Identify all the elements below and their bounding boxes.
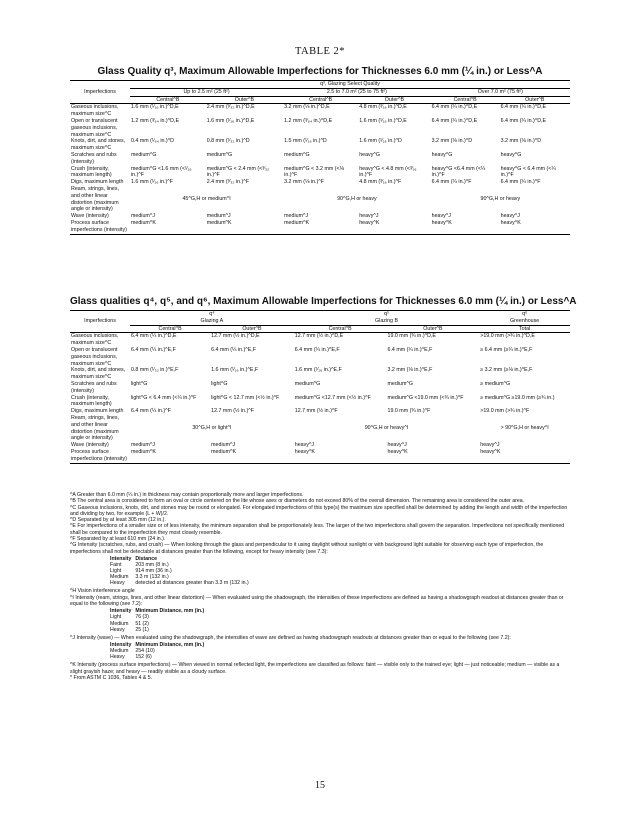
- table-cell: 6.4 mm (¼ in.)^F: [431, 179, 472, 186]
- table-cell: medium^G <19.0 mm (<¾ in.)^F: [387, 394, 464, 401]
- table-cell: medium^J: [131, 442, 155, 449]
- ream-intensity-table: [110, 608, 208, 632]
- imperfection-name: Process surface imperfections (intensity): [71, 448, 127, 462]
- imperfection-name: Open or translucent gaseous inclusions, maximum size^C: [71, 346, 118, 367]
- imperfection-name: Open or translucent gaseous inclusions, maximum size^C: [71, 117, 118, 138]
- table-cell: medium^G: [206, 151, 233, 158]
- table1-central: Central^B: [453, 96, 477, 103]
- table-cell: 90^G,H or heavy: [337, 196, 377, 203]
- table1-outer: Outer^B: [525, 96, 545, 103]
- table-cell: heavy^G < 6.4 mm (<¼ in.)^F: [500, 165, 556, 179]
- table-cell: 6.4 mm (¼ in.)^E,F: [131, 346, 176, 353]
- table2-body: [70, 333, 570, 463]
- table2-central: Central^B: [158, 325, 182, 332]
- table-row: [70, 138, 570, 152]
- min-distance-header: Minimum Distance, mm (in.): [135, 608, 205, 615]
- table-cell: ≥ 6.4 mm (≥¼ in.)^E,F: [480, 346, 533, 353]
- intensity-header: Intensity: [110, 608, 132, 615]
- distance-cell: 254 (10): [135, 648, 155, 655]
- table-cell: heavy^G: [359, 151, 380, 158]
- table-cell: light^G < 6.4 mm (<¼ in.)^F: [131, 394, 197, 401]
- table-cell: 1.6 mm (¹⁄₁₆ in.)^E,F: [211, 367, 259, 374]
- table-cell: ≥ 3.2 mm (≥⅛ in.)^E,F: [480, 367, 533, 374]
- table-cell: 0.4 mm (¹⁄₆₄ in.)^D: [131, 138, 174, 145]
- imperfection-name: Scratches and rubs (intensity): [71, 151, 117, 165]
- table2-q4: q⁴: [209, 311, 215, 317]
- table-cell: heavy^K: [294, 448, 315, 455]
- table-label: TABLE 2*: [294, 46, 346, 57]
- intensity-cell: Heavy: [110, 626, 125, 633]
- table-row: [70, 104, 570, 118]
- distance-header: Distance: [135, 555, 157, 562]
- footnote-c: ^C Gaseous inclusions, knots, dirt, and stones may be round or elongated. For elongated imperfections of this type(s) the maximum size specified shall be determined by adding the length and width of the imperfection and dividing by two, for example (L + W)/2.: [70, 504, 568, 517]
- table-cell: 6.4 mm (¼ in.)^D,E: [431, 117, 478, 124]
- table-row: [70, 367, 570, 381]
- imperfection-name: Digs, maximum length: [71, 179, 124, 186]
- footnotes: [70, 492, 570, 681]
- intensity-cell: Faint: [110, 562, 122, 569]
- table-cell: 12.7 mm (½ in.)^D,E: [211, 333, 260, 340]
- footnote-b: ^B The central area is considered to form an oval or circle centered on the lite whose axes or diameters do not exceed 80% of the overall dimension. The remaining area is considered the outer area.: [70, 498, 525, 505]
- table-cell: 1.6 mm (¹⁄₁₆ in.)^D,E: [131, 104, 179, 111]
- imperfection-name: Process surface imperfections (intensity): [71, 219, 127, 233]
- table-cell: 90^G,H or heavy: [480, 196, 521, 203]
- table-cell: 6.4 mm (¼ in.)^D,E: [131, 333, 177, 340]
- table-cell: medium^G: [387, 380, 413, 387]
- table-cell: 6.4 mm (¼ in.)^F: [131, 408, 171, 415]
- table-cell: 12.7 mm (½ in.)^F: [211, 408, 254, 415]
- table1-title: Glass Quality q³, Maximum Allowable Imperfections for Thicknesses 6.0 mm (¼ in.) or Less^A: [97, 66, 543, 77]
- table-row: [70, 442, 570, 449]
- table2-glazing-b: Glazing B: [294, 318, 480, 325]
- distance-cell: 3.3 m (132 in.): [135, 574, 169, 581]
- table-cell: 2.4 mm (³⁄₃₂ in.)^D,E: [206, 104, 255, 111]
- table1-size1: Up to 2.5 m² (25 ft²): [130, 88, 283, 96]
- table-cell: heavy^G: [431, 151, 453, 158]
- intensity-cell: Medium: [110, 574, 129, 581]
- imperfection-name: Crush (intensity, maximum length): [71, 165, 112, 179]
- table-cell: >19.0 mm (>¾ in.)^D,E: [480, 333, 535, 340]
- table-cell: 6.4 mm (¼ in.)^D,E: [500, 117, 547, 124]
- table-cell: 4.8 mm (³⁄₁₆ in.)^F: [359, 179, 402, 186]
- table-cell: 1.2 mm (³⁄₆₄ in.)^D,E: [131, 117, 179, 124]
- page-number: 15: [315, 780, 325, 791]
- table-row: [70, 213, 570, 220]
- table-cell: 2.4 mm (³⁄₃₂ in.)^F: [206, 179, 250, 186]
- table-cell: 4.8 mm (³⁄₁₆ in.)^D,E: [359, 104, 407, 111]
- table-cell: 1.6 mm (¹⁄₁₆ in.)^D: [359, 138, 402, 145]
- table-cell: 19.0 mm (¾ in.)^F: [387, 408, 431, 415]
- table-cell: 6.4 mm (¼ in.)^F: [500, 179, 541, 186]
- imperfection-name: Crush (intensity, maximum length): [71, 394, 112, 408]
- table-cell: medium^J: [211, 442, 236, 449]
- intensity-header: Intensity: [110, 642, 132, 648]
- table-cell: 1.6 mm (¹⁄₁₆ in.)^E,F: [294, 367, 342, 374]
- imperfection-name: Ream, strings, lines, and other linear distortion (maximum angle or intensity): [71, 185, 119, 213]
- table-cell: 6.4 mm (¼ in.)^D,E: [500, 104, 547, 111]
- table2-col-imperfections: Imperfections: [84, 318, 116, 325]
- table-row: [70, 408, 570, 415]
- table-cell: ≥ medium^G: [480, 380, 511, 387]
- table-cell: 1.6 mm (¹⁄₁₆ in.)^D,E: [359, 117, 407, 124]
- table-cell: medium^G < 2.4 mm (<³⁄₃₂ in.)^F: [206, 165, 270, 179]
- table-cell: medium^G <1.6 mm (<¹⁄₁₆ in.)^F: [131, 165, 192, 179]
- table-cell: 1.6 mm (¹⁄₁₆ in.)^F: [131, 179, 174, 186]
- table2-q5: q⁵: [383, 311, 390, 317]
- table2-glazing-a: Glazing A: [130, 318, 294, 325]
- table2-title: Glass qualities q⁴, q⁵, and q⁶, Maximum Allowable Imperfections for Thicknesses 6.0 mm (¼ in.) or Less^A: [70, 296, 577, 307]
- table-row: [70, 415, 570, 442]
- imperfection-name: Scratches and rubs (intensity): [71, 380, 117, 394]
- table-cell: 1.2 mm (³⁄₆₄ in.)^D,E: [284, 117, 333, 124]
- table2-greenhouse: Greenhouse: [479, 318, 570, 325]
- table-cell: 3.2 mm (⅛ in.)^D,E: [284, 104, 330, 111]
- table-cell: medium^K: [131, 219, 156, 226]
- intensity-cell: Light: [110, 614, 122, 621]
- table-cell: heavy^K: [431, 219, 452, 226]
- table1-col-imperfections: Imperfections: [84, 88, 116, 95]
- table1-body: [70, 104, 570, 234]
- intensity-distance-table: [110, 556, 253, 586]
- imperfection-name: Knots, dirt, and stones, maximum size^C: [71, 138, 126, 152]
- table-cell: medium^K: [211, 448, 236, 455]
- footnote-k: ^K Intensity (process surface imperfections) — When viewed in normal reflected light, the imperfections are classified as follows: faint — visible only to the trained eye; light — just noticeable; medium — visible as a slight grayish haze; and heavy — readily visible as a cloudy surface.: [70, 662, 560, 675]
- table-cell: medium^G: [294, 380, 321, 387]
- table-row: [70, 220, 570, 234]
- table1-central: Central^B: [309, 96, 333, 103]
- table-cell: light^G < 12.7 mm (<½ in.)^F: [211, 394, 280, 401]
- table-cell: 6.4 mm (¼ in.)^E,F: [211, 346, 257, 353]
- table-row: [70, 152, 570, 166]
- table-cell: heavy^K: [359, 219, 380, 226]
- table-cell: heavy^J: [294, 442, 315, 449]
- table-cell: medium^J: [284, 213, 309, 220]
- table-cell: medium^G <12.7 mm (<½ in.)^F: [294, 394, 371, 401]
- table-cell: medium^J: [131, 213, 155, 220]
- table1-central: Central^B: [156, 96, 180, 103]
- imperfection-name: Wave (intensity): [71, 213, 109, 220]
- table2-central: Central^B: [328, 325, 352, 332]
- footnote-source: * From ASTM C 1036, Tables 4 & 5.: [70, 674, 153, 681]
- distance-cell: 914 mm (36 in.): [135, 568, 172, 575]
- imperfection-name: Ream, strings, lines, and other linear distortion (maximum angle or intensity): [71, 414, 119, 442]
- table-cell: 3.2 mm (⅛ in.)^F: [284, 179, 325, 186]
- distance-cell: 51 (2): [135, 620, 149, 627]
- distance-cell: 152 (6): [135, 654, 152, 661]
- table-cell: 90^G,H or heavy^I: [364, 425, 409, 432]
- table2-outer: Outer^B: [423, 325, 443, 332]
- table-row: [70, 347, 570, 367]
- table-cell: medium^J: [206, 213, 231, 220]
- imperfection-name: Knots, dirt, and stones, maximum size^C: [71, 367, 126, 381]
- distance-cell: 76 (3): [135, 614, 149, 621]
- distance-cell: 203 mm (8 in.): [135, 562, 169, 569]
- table-cell: medium^K: [206, 219, 232, 226]
- table2-total: Total: [519, 325, 531, 332]
- intensity-cell: Heavy: [110, 580, 125, 587]
- footnote-g: ^G Intensity (scratches, rubs, and crush) — When looking through the glass and perpendicular to it using daylight without sunlight or with background light suitable for observing each type of imperfection, the imperfections shall not be detectable at distances greater than the following, except for heavy intensity (see 7.3):: [70, 542, 544, 555]
- table-cell: heavy^G: [500, 151, 522, 158]
- distance-cell: detected at distances greater than 3.3 m (132 in.): [135, 580, 249, 587]
- table-row: [70, 186, 570, 213]
- table-cell: heavy^K: [500, 219, 521, 226]
- imperfection-name: Gaseous inclusions, maximum size^C: [71, 104, 119, 118]
- table-row: [70, 166, 570, 180]
- table-cell: 3.2 mm (⅛ in.)^E,F: [387, 367, 433, 374]
- table-cell: medium^G < 3.2 mm (<⅛ in.)^F: [284, 165, 345, 179]
- footnote-d: ^D Separated by at least 305 mm (12 in.).: [70, 517, 166, 524]
- footnote-e: ^E For imperfections of a smaller size or of less intensity, the minimum separation shall be proportionately less. The larger of the two imperfections shall govern the separation. Imperfections not specifically mentioned shall be compared to the imperfection they most closely resemble.: [70, 523, 565, 536]
- table1: [70, 80, 570, 235]
- table-cell: >19.0 mm (>¾ in.)^F: [480, 408, 530, 415]
- table-cell: medium^K: [284, 219, 309, 226]
- intensity-header: Intensity: [110, 555, 132, 562]
- table-row: [70, 381, 570, 395]
- table-cell: light^G: [131, 380, 148, 387]
- table-row: [70, 179, 570, 186]
- table-cell: 6.4 mm (¼ in.)^E,F: [387, 346, 433, 353]
- table-cell: 45^G,H or medium^I: [182, 196, 231, 203]
- table-cell: medium^K: [131, 448, 156, 455]
- table-cell: heavy^K: [387, 448, 408, 455]
- table-cell: 3.2 mm (⅛ in.)^D: [500, 138, 542, 145]
- table-cell: 12.7 mm (½ in.)^D,E: [294, 333, 344, 340]
- intensity-cell: Light: [110, 568, 122, 575]
- table-cell: heavy^J: [480, 442, 500, 449]
- wave-intensity-table: [110, 642, 208, 660]
- table-cell: heavy^G < 4.8 mm (<³⁄₁₆ in.)^F: [359, 165, 417, 179]
- table-row: [70, 118, 570, 138]
- table-cell: ≥ medium^G ≥19.0 mm (≥¾ in.): [480, 394, 555, 401]
- table-cell: heavy^J: [359, 213, 379, 220]
- table-cell: heavy^J: [500, 213, 520, 220]
- table-cell: 3.2 mm (⅛ in.)^D: [431, 138, 473, 145]
- table-cell: heavy^G <6.4 mm (<¼ in.)^F: [431, 165, 486, 179]
- table-cell: heavy^J: [387, 442, 407, 449]
- intensity-cell: Medium: [110, 648, 129, 655]
- min-distance-header: Minimum Distance, mm (in.): [135, 642, 205, 648]
- table2-outer: Outer^B: [242, 325, 262, 332]
- table1-size3: Over 7.0 m² (75 ft²): [431, 88, 570, 96]
- table-cell: light^G: [211, 380, 228, 387]
- table-cell: heavy^J: [431, 213, 451, 220]
- table-row: [70, 333, 570, 347]
- imperfection-name: Digs, maximum length: [71, 408, 124, 415]
- table-cell: medium^G: [284, 151, 310, 158]
- table1-outer: Outer^B: [384, 96, 405, 103]
- table-cell: 1.6 mm (¹⁄₁₆ in.)^D,E: [206, 117, 255, 124]
- table-cell: 1.5 mm (¹⁄₁₆ in.)^D: [284, 138, 327, 145]
- footnote-a: ^A Greater than 6.0 mm (¼ in.) in thickness may contain proportionally more and larger imperfections.: [70, 492, 304, 498]
- intensity-cell: Heavy: [110, 654, 125, 661]
- table-row: [70, 449, 570, 463]
- table-cell: 19.0 mm (¾ in.)^D,E: [387, 333, 436, 340]
- footnote-i: ^I Intensity (ream, strings, lines, and other linear distortion) — When evaluated using the shadowgraph, the intensities of these imperfections are defined as having a shadowgraph readout at distances greater than or equal to the following (see 7.2):: [70, 594, 564, 608]
- table2: [70, 310, 570, 464]
- table-cell: > 90^G,H or heavy^I: [500, 425, 549, 432]
- imperfection-name: Wave (intensity): [71, 442, 109, 449]
- table-cell: heavy^K: [480, 448, 501, 455]
- table1-outer: Outer^B: [234, 96, 255, 103]
- table-cell: 6.4 mm (¼ in.)^E,F: [294, 346, 340, 353]
- table-cell: 6.4 mm (¼ in.)^D,E: [431, 104, 478, 111]
- table-row: [70, 395, 570, 409]
- footnote-h: ^H Vision interference angle: [70, 588, 135, 595]
- table-cell: 12.7 mm (½ in.)^F: [294, 408, 338, 415]
- table2-q6: q⁶: [522, 311, 528, 317]
- footnote-j: ^J Intensity (wave) — When evaluated using the shadowgraph, the intensities of wave are defined as having shadowgraph readouts at distances greater than or equal to the following (see 7.2):: [70, 634, 511, 641]
- intensity-cell: Medium: [110, 620, 129, 627]
- imperfection-name: Gaseous inclusions, maximum size^C: [71, 333, 119, 347]
- footnote-f: ^F Separated by at least 610 mm (24 in.).: [70, 536, 166, 543]
- table1-size2: 2.5 to 7.0 m² (25 to 75 ft²): [283, 88, 431, 96]
- table-cell: 0.8 mm (¹⁄₃₂ in.)^D: [206, 138, 250, 145]
- table-cell: 30^G,H or light^I: [192, 425, 232, 432]
- table1-group-header: q³, Glazing Select Quality: [130, 81, 570, 89]
- table-cell: 0.8 mm (¹⁄₃₂ in.)^E,F: [131, 367, 179, 374]
- table-cell: medium^G: [131, 151, 157, 158]
- distance-cell: 25 (1): [135, 626, 149, 633]
